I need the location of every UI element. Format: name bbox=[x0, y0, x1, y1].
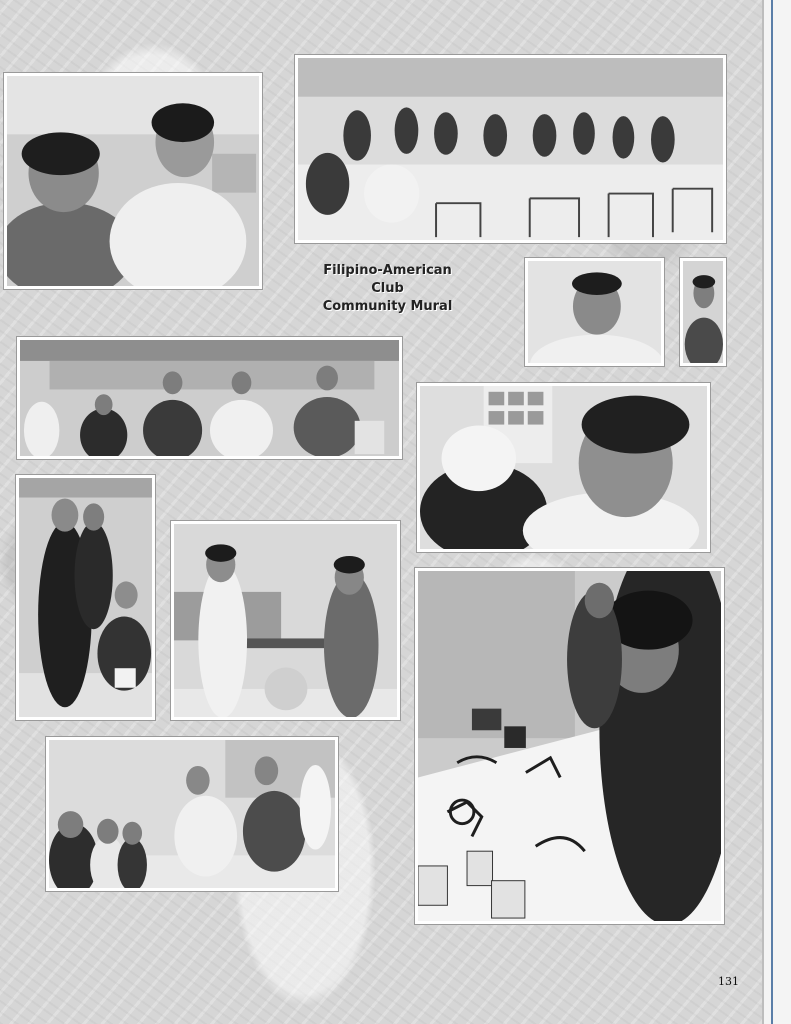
photo-students-standing-talking bbox=[16, 475, 155, 720]
photo-two-students-seated bbox=[4, 73, 262, 289]
caption-line-2: Club bbox=[371, 281, 404, 296]
page-caption bbox=[300, 262, 475, 316]
caption-line-3: Community Mural bbox=[322, 299, 453, 314]
page-number: 131 bbox=[718, 975, 739, 988]
caption-line-1: Filipino-American bbox=[323, 263, 452, 278]
photo-group-circle-meeting bbox=[295, 55, 726, 243]
photo-student-portrait-smiling bbox=[525, 258, 664, 366]
photo-students-seated-row bbox=[17, 337, 402, 459]
photo-painting-mural-table bbox=[415, 568, 724, 924]
photo-woman-laughing bbox=[417, 383, 710, 552]
binder-margin-line bbox=[771, 0, 773, 1024]
photo-two-men-conversation bbox=[171, 521, 400, 720]
photo-students-seated-chairs bbox=[46, 737, 338, 891]
photo-student-portrait-small bbox=[680, 258, 726, 366]
scan-edge bbox=[762, 0, 791, 1024]
